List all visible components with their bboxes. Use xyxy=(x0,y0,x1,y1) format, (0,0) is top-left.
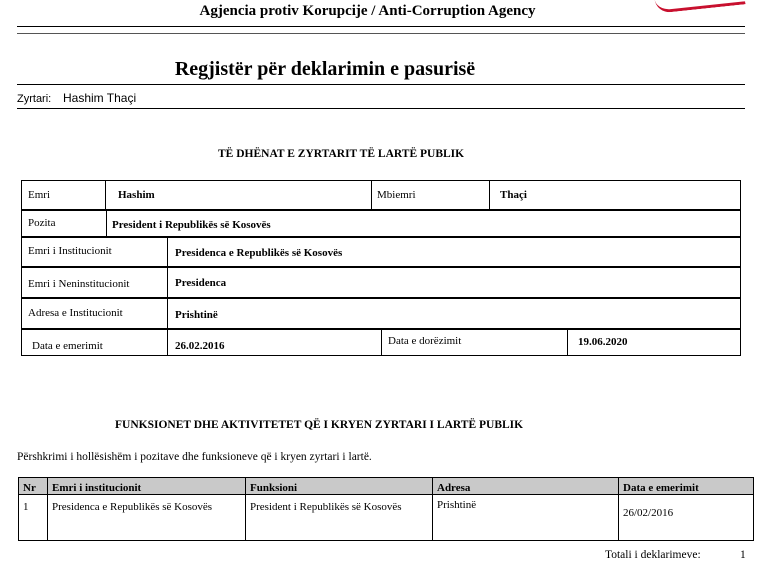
table-row xyxy=(19,495,754,541)
col-date: Data e emerimit xyxy=(619,478,754,495)
total-declarations-value: 1 xyxy=(740,549,746,561)
institution-row xyxy=(21,236,741,268)
appointment-date-label: Data e emerimit xyxy=(32,340,103,352)
official-divider xyxy=(17,108,745,109)
last-name-value: Thaçi xyxy=(500,189,527,201)
address-value: Prishtinë xyxy=(175,309,218,321)
header-divider-thin xyxy=(17,33,745,34)
table-header-row xyxy=(19,478,754,495)
sub-institution-label: Emri i Neninstitucionit xyxy=(28,278,130,290)
total-declarations-label: Totali i deklarimeve: xyxy=(605,549,701,561)
official-name: Hashim Thaçi xyxy=(63,91,137,105)
sub-institution-row xyxy=(21,266,741,299)
row-address: Prishtinë xyxy=(433,495,619,541)
header-divider xyxy=(17,26,745,27)
register-title: Regjistër për deklarimin e pasurisë xyxy=(174,58,476,80)
institution-label: Emri i Institucionit xyxy=(28,245,112,257)
last-name-label: Mbiemri xyxy=(377,189,416,201)
position-row xyxy=(21,210,741,238)
first-name-value: Hashim xyxy=(118,189,155,201)
submission-date-label: Data e dorëzimit xyxy=(388,335,462,347)
col-address: Adresa xyxy=(433,478,619,495)
institution-value: Presidenca e Republikës së Kosovës xyxy=(175,247,343,259)
first-name-label: Emri xyxy=(28,189,50,201)
row-function: President i Republikës së Kosovës xyxy=(246,495,433,541)
col-institution: Emri i institucionit xyxy=(48,478,246,495)
dates-row xyxy=(21,328,741,356)
row-nr: 1 xyxy=(19,495,48,541)
address-label: Adresa e Institucionit xyxy=(28,307,123,319)
functions-section-title: FUNKSIONET DHE AKTIVITETET QË I KRYEN ZYRTARI I LARTË PUBLIK xyxy=(115,419,524,431)
row-date: 26/02/2016 xyxy=(619,495,754,541)
functions-description: Përshkrimi i hollësishëm i pozitave dhe funksioneve që i kryen zyrtari i lartë. xyxy=(17,451,372,463)
agency-title: Agjencia protiv Korupcije / Anti-Corruption Agency xyxy=(199,3,536,19)
submission-date-value: 19.06.2020 xyxy=(578,336,628,348)
official-label: Zyrtari: xyxy=(17,93,52,105)
row-institution: Presidenca e Republikës së Kosovës xyxy=(48,495,246,541)
official-data-section-title: TË DHËNAT E ZYRTARIT TË LARTË PUBLIK xyxy=(218,148,465,160)
appointment-date-value: 26.02.2016 xyxy=(175,340,225,352)
col-function: Funksioni xyxy=(246,478,433,495)
title-divider xyxy=(17,84,745,85)
sub-institution-value: Presidenca xyxy=(175,277,227,289)
functions-table xyxy=(18,477,754,541)
position-label: Pozita xyxy=(28,217,56,229)
position-value: President i Republikës së Kosovës xyxy=(112,219,271,231)
col-nr: Nr xyxy=(19,478,48,495)
name-row xyxy=(21,180,741,210)
address-row xyxy=(21,297,741,330)
